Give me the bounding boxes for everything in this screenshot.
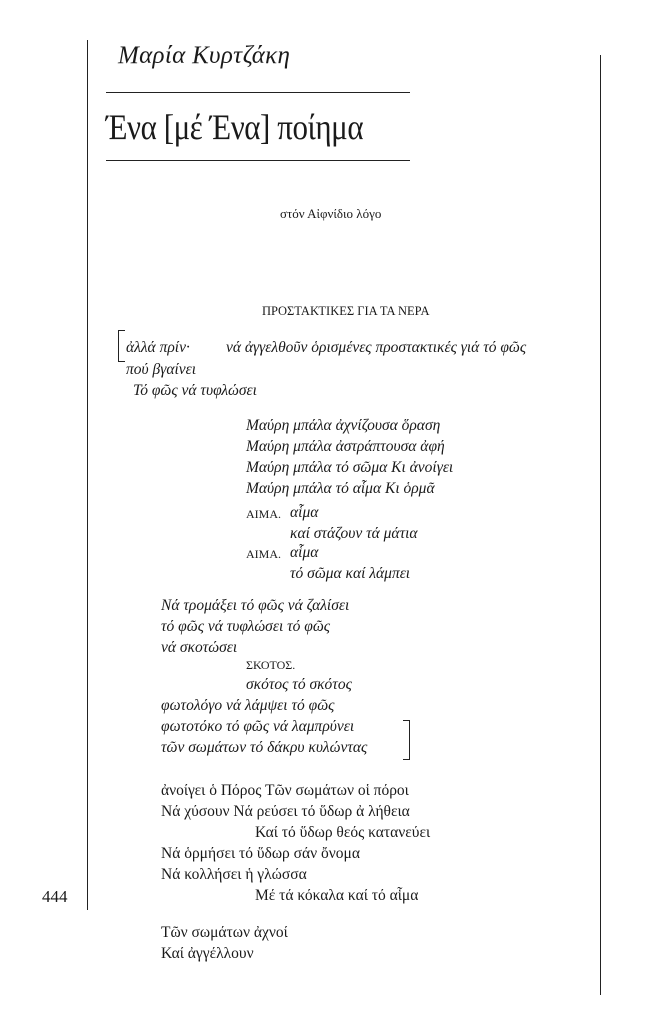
poem-line: νά ἀγγελθοῦν ὁρισμένες προστακτικές γιά τό φῶς	[226, 339, 527, 356]
poem-line: φωτολόγο νά λάμψει τό φῶς	[161, 697, 335, 714]
poem-line: ΑΙΜΑ.	[246, 547, 281, 561]
close-bracket	[403, 720, 410, 760]
section-title: ΠΡΟΣΤΑΚΤΙΚΕΣ ΓΙΑ ΤΑ ΝΕΡΑ	[262, 304, 430, 318]
poem-line: Μαύρη μπάλα ἀχνίζουσα ὅραση	[246, 417, 441, 434]
poem-line: ΑΙΜΑ.	[246, 507, 281, 521]
page-number: 444	[42, 887, 68, 906]
poem-line: Νά χύσουν Νά ρεύσει τό ὕδωρ ἀ λήθεια	[161, 803, 410, 820]
poem-line: σκότος τό σκότος	[246, 676, 352, 693]
poem-line: τό φῶς νά τυφλώσει τό φῶς	[161, 618, 331, 635]
poem-line: Μαύρη μπάλα ἀστράπτουσα ἀφή	[246, 438, 445, 455]
open-bracket	[118, 330, 125, 362]
poem-line: Τῶν σωμάτων ἀχνοί	[161, 924, 288, 941]
poem-line: Μαύρη μπάλα τό σῶμα Κι ἀνοίγει	[246, 459, 454, 476]
poem-line: ἀλλά πρίν·	[126, 339, 190, 356]
poem-line: Καί ἀγγέλλουν	[161, 945, 254, 962]
poem-line: Νά κολλήσει ἡ γλώσσα	[161, 866, 307, 883]
poem-line: Καί τό ὕδωρ θεός κατανεύει	[255, 824, 431, 841]
poem-line: καί στάζουν τά μάτια	[290, 525, 418, 542]
dedication: στόν Αἰφνίδιο λόγο	[280, 206, 382, 221]
poem-line: Μαύρη μπάλα τό αἷμα Κι ὁρμᾶ	[246, 480, 435, 497]
poem-line: Τό φῶς νά τυφλώσει	[133, 382, 257, 399]
left-margin-rule	[87, 40, 88, 910]
right-margin-rule	[600, 55, 601, 995]
poem-line: ἀνοίγει ὁ Πόρος Τῶν σωμάτων οἱ πόροι	[161, 782, 409, 799]
poem-line: Νά τρομάξει τό φῶς νά ζαλίσει	[161, 597, 350, 614]
poem-line: αἷμα	[290, 544, 319, 561]
poem-line: τό σῶμα καί λάμπει	[290, 565, 411, 582]
poem-line: Νά ὁρμήσει τό ὕδωρ σάν ὄνομα	[161, 845, 360, 862]
poem-line: Μέ τά κόκαλα καί τό αἷμα	[255, 887, 419, 904]
poem-line: φωτοτόκο τό φῶς νά λαμπρύνει	[161, 718, 355, 735]
poem-line: νά σκοτώσει	[161, 639, 238, 656]
poem-line: πού βγαίνει	[126, 361, 197, 378]
poem-line: αἷμα	[290, 504, 319, 521]
author-name: Μαρία Κυρτζάκη	[118, 42, 291, 69]
poem-title: Ένα [μέ Ένα] ποίημα	[106, 107, 364, 147]
poem-line: τῶν σωμάτων τό δάκρυ κυλώντας	[161, 739, 368, 756]
title-rule-top	[106, 92, 410, 93]
title-rule-bottom	[106, 160, 410, 161]
poem-line: ΣΚΟΤΟΣ.	[246, 658, 296, 672]
